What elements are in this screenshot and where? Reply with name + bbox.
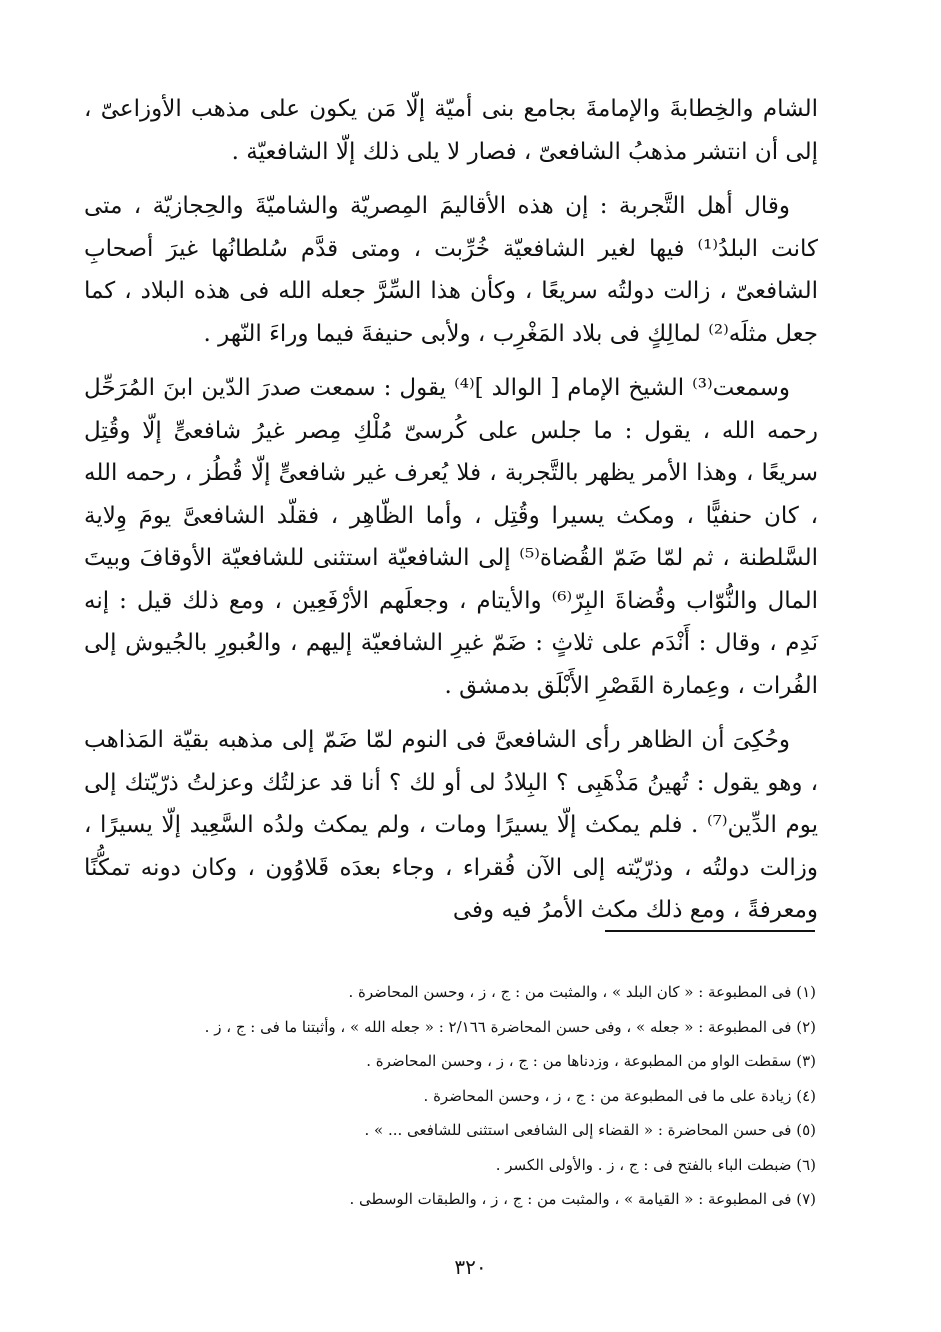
- footnote-3: (٣) سقطت الواو من المطبوعة ، وزدناها من : ج ، ز ، وحسن المحاضرة .: [366, 1052, 816, 1070]
- footnotes: [110, 975, 816, 1217]
- paragraph-3: وسمعت⁽³⁾ الشيخ الإمام [ الوالد ]⁽⁴⁾ يقول : سمعت صدرَ الدّين ابنَ المُرَحِّل رحمه الله ، يقول : ما جلس على كُرسىّ مُلْكِ مِصر غيرُ شافعىٍّ إلّا وقُتِل سريعًا ، وهذا الأمر يظهر بالتَّجربة ، فلا يُعرف غير شافعىٍّ إلّا قُطُز ، رحمه الله ، كان حنفيًّا ، ومكث يسيرا وقُتِل ، وأما الظّاهِر ، فقلّد الشافعىَّ يومَ وِلاية السَّلطنة ، ثم لمّا ضَمّ القُضاة⁽⁵⁾ إلى الشافعيّة استثنى للشافعيّة الأوقافَ وبيتَ المال والنُّوّاب وقُضاةَ البِرّ⁽⁶⁾ والأيتام ، وجعلَهم الأرْفَعِين ، ومع ذلك قيل : إنه نَدِم ، وقال : أَنْدَم على ثلاثٍ : ضَمّ غيرِ الشافعيّة إليهم ، والعُبورِ بالجُيوش إلى الفُرات ، وعِمارة القَصْرِ الأَبْلَق بدمشق .: [84, 375, 819, 699]
- footnote-5: (٥) فى حسن المحاضرة : « القضاء إلى الشافعى استثنى للشافعى ... » .: [364, 1121, 816, 1139]
- footnote-2: (٢) فى المطبوعة : « جعله » ، وفى حسن المحاضرة ٢/١٦٦ : « جعله الله » ، وأثبتنا ما فى : ج ، ز .: [204, 1017, 816, 1036]
- footnote-1: (١) فى المطبوعة : « كان البلد » ، والمثبت من : ج ، ز ، وحسن المحاضرة .: [348, 983, 816, 1001]
- footnote-separator: [605, 930, 815, 932]
- footnote-6: (٦) ضبطت الباء بالفتح فى : ج ، ز . والأولى الكسر .: [495, 1155, 816, 1174]
- page-number: ٣٢٠: [454, 1255, 487, 1279]
- main-text: [84, 88, 818, 944]
- paragraph-2: وقال أهل التَّجربة : إن هذه الأقاليمَ المِصريّة والشاميّةَ والحِجازيّة ، متى كانت البلدُ⁽¹⁾ فيها لغير الشافعيّة خُرِّبت ، ومتى قدَّم سُلطانُها غيرَ أصحابِ الشافعىّ ، زالت دولتُه سريعًا ، وكأن هذا السِّرَّ جعله الله فى هذه البلاد ، كما جعل مثلَه⁽²⁾ لمالِكٍ فى بلاد المَغْرِب ، ولأبى حنيفةَ فيما وراءَ النّهر .: [84, 193, 818, 347]
- paragraph-4: وحُكِىَ أن الظاهر رأى الشافعىَّ فى النوم لمّا ضَمّ إلى مذهبه بقيّة المَذاهب ، وهو يقول : تُهينُ مَذْهَبِى ؟ البِلادُ لى أو لك ؟ أنا قد عزلتُك وعزلتُ ذرّيّتك إلى يوم الدِّين⁽⁷⁾ . فلم يمكث إلّا يسيرًا ومات ، ولم يمكث ولدُه السَّعِيد إلّا يسيرًا ، وزالت دولتُه ، وذرّيّته إلى الآن فُقراء ، وجاء بعدَه قَلاوُون ، وكان دونه تمكُّنًا ومعرفةً ، ومع ذلك مكث الأمرُ فيه وفى: [84, 727, 818, 923]
- footnote-7: (٧) فى المطبوعة : « القيامة » ، والمثبت من : ج ، ز ، والطبقات الوسطى .: [349, 1190, 816, 1208]
- paragraph-1: الشام والخِطابةَ والإمامةَ بجامع بنى أميّة إلّا مَن يكون على مذهب الأوزاعىّ ، إلى أن انتشر مذهبُ الشافعىّ ، فصار لا يلى ذلك إلّا الشافعيّة .: [84, 96, 818, 165]
- footnote-4: (٤) زيادة على ما فى المطبوعة من : ج ، ز ، وحسن المحاضرة .: [423, 1086, 816, 1105]
